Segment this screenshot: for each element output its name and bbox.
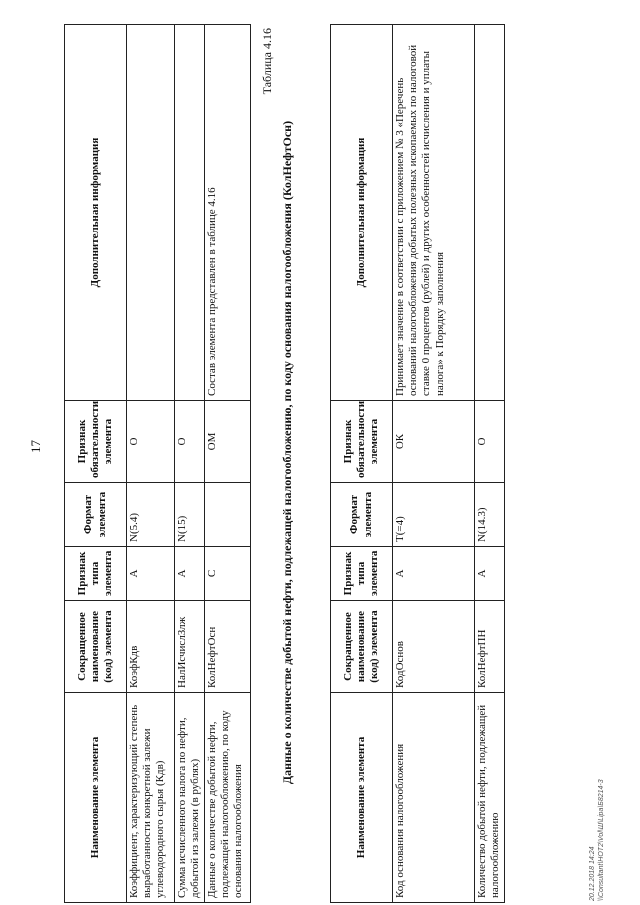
table-row — [175, 25, 205, 903]
header-cell: Формат элемента — [331, 483, 393, 547]
kolneftosn-table — [330, 24, 505, 903]
elements-table-continued — [64, 24, 251, 903]
element-type-cell: С — [205, 547, 251, 601]
element-name-cell: Коэффициент, характеризующий степень выработанности конкретной залежи углеводородного сырья (Кдв) — [127, 693, 175, 903]
element-type-cell: А — [475, 547, 505, 601]
stamp-line: 20.12.2018 14:24 — [589, 846, 596, 901]
page-number: 17 — [28, 440, 43, 453]
table-row — [475, 25, 505, 903]
element-required-cell: ОМ — [205, 401, 251, 483]
element-code-cell: КоэфКдв — [127, 601, 175, 693]
element-info-cell — [475, 25, 505, 401]
element-format-cell: N(5.4) — [127, 483, 175, 547]
element-code-cell: КолНефтПН — [475, 601, 505, 693]
element-name-cell: Данные о количестве добытой нефти, подлежащей налогообложению, по коду основания налогообложения — [205, 693, 251, 903]
element-format-cell: N(15) — [175, 483, 205, 547]
element-name-cell: Количество добытой нефти, подлежащей налогообложению — [475, 693, 505, 903]
element-type-cell: А — [175, 547, 205, 601]
element-info-cell — [127, 25, 175, 401]
header-cell: Дополнительная информация — [331, 25, 393, 401]
header-cell: Наименование элемента — [331, 693, 393, 903]
element-info-cell — [175, 25, 205, 401]
element-format-cell: N(14.3) — [475, 483, 505, 547]
element-required-cell: ОК — [393, 401, 475, 483]
table-header-row — [65, 25, 127, 903]
element-required-cell: О — [175, 401, 205, 483]
header-cell: Признак обязательности элемента — [65, 401, 127, 483]
header-cell: Признак обязательности элемента — [331, 401, 393, 483]
element-required-cell: О — [475, 401, 505, 483]
table-row — [205, 25, 251, 903]
stamp-line: \\Consultant\HOT2\Vol\Ш\Lipa\Б8214-3 — [598, 779, 606, 901]
element-code-cell: КодОснов — [393, 601, 475, 693]
header-cell: Признак типа элемента — [331, 547, 393, 601]
element-name-cell: Сумма исчисленного налога по нефти, добытой из залежи (в рублях) — [175, 693, 205, 903]
header-cell: Наименование элемента — [65, 693, 127, 903]
element-type-cell: А — [393, 547, 475, 601]
table-caption: Данные о количестве добытой нефти, подлежащей налогообложению, по коду основания налогообложения (КолНефтОсн) — [280, 120, 294, 785]
element-required-cell: О — [127, 401, 175, 483]
element-format-cell: T(=4) — [393, 483, 475, 547]
table-header-row — [331, 25, 393, 903]
table-row — [127, 25, 175, 903]
element-info-cell: Состав элемента представлен в таблице 4.16 — [205, 25, 251, 401]
element-name-cell: Код основания налогообложения — [393, 693, 475, 903]
table-row — [393, 25, 475, 903]
header-cell: Сокращенное наименование (код) элемента — [65, 601, 127, 693]
header-cell: Формат элемента — [65, 483, 127, 547]
element-format-cell — [205, 483, 251, 547]
header-cell: Сокращенное наименование (код) элемента — [331, 601, 393, 693]
element-code-cell: КолНефтОсн — [205, 601, 251, 693]
element-code-cell: НалИсчислЗлж — [175, 601, 205, 693]
header-cell: Дополнительная информация — [65, 25, 127, 401]
element-info-cell: Принимает значение в соответствии с приложением № 3 «Перечень оснований налогообложения добытых полезных ископаемых по налоговой ставке 0 процентов (рублей) и других особенностей исчисления и уплаты налога» к Порядку заполнения — [393, 25, 475, 401]
table-label: Таблица 4.16 — [260, 28, 274, 95]
element-type-cell: А — [127, 547, 175, 601]
header-cell: Признак типа элемента — [65, 547, 127, 601]
print-stamp — [588, 779, 606, 901]
